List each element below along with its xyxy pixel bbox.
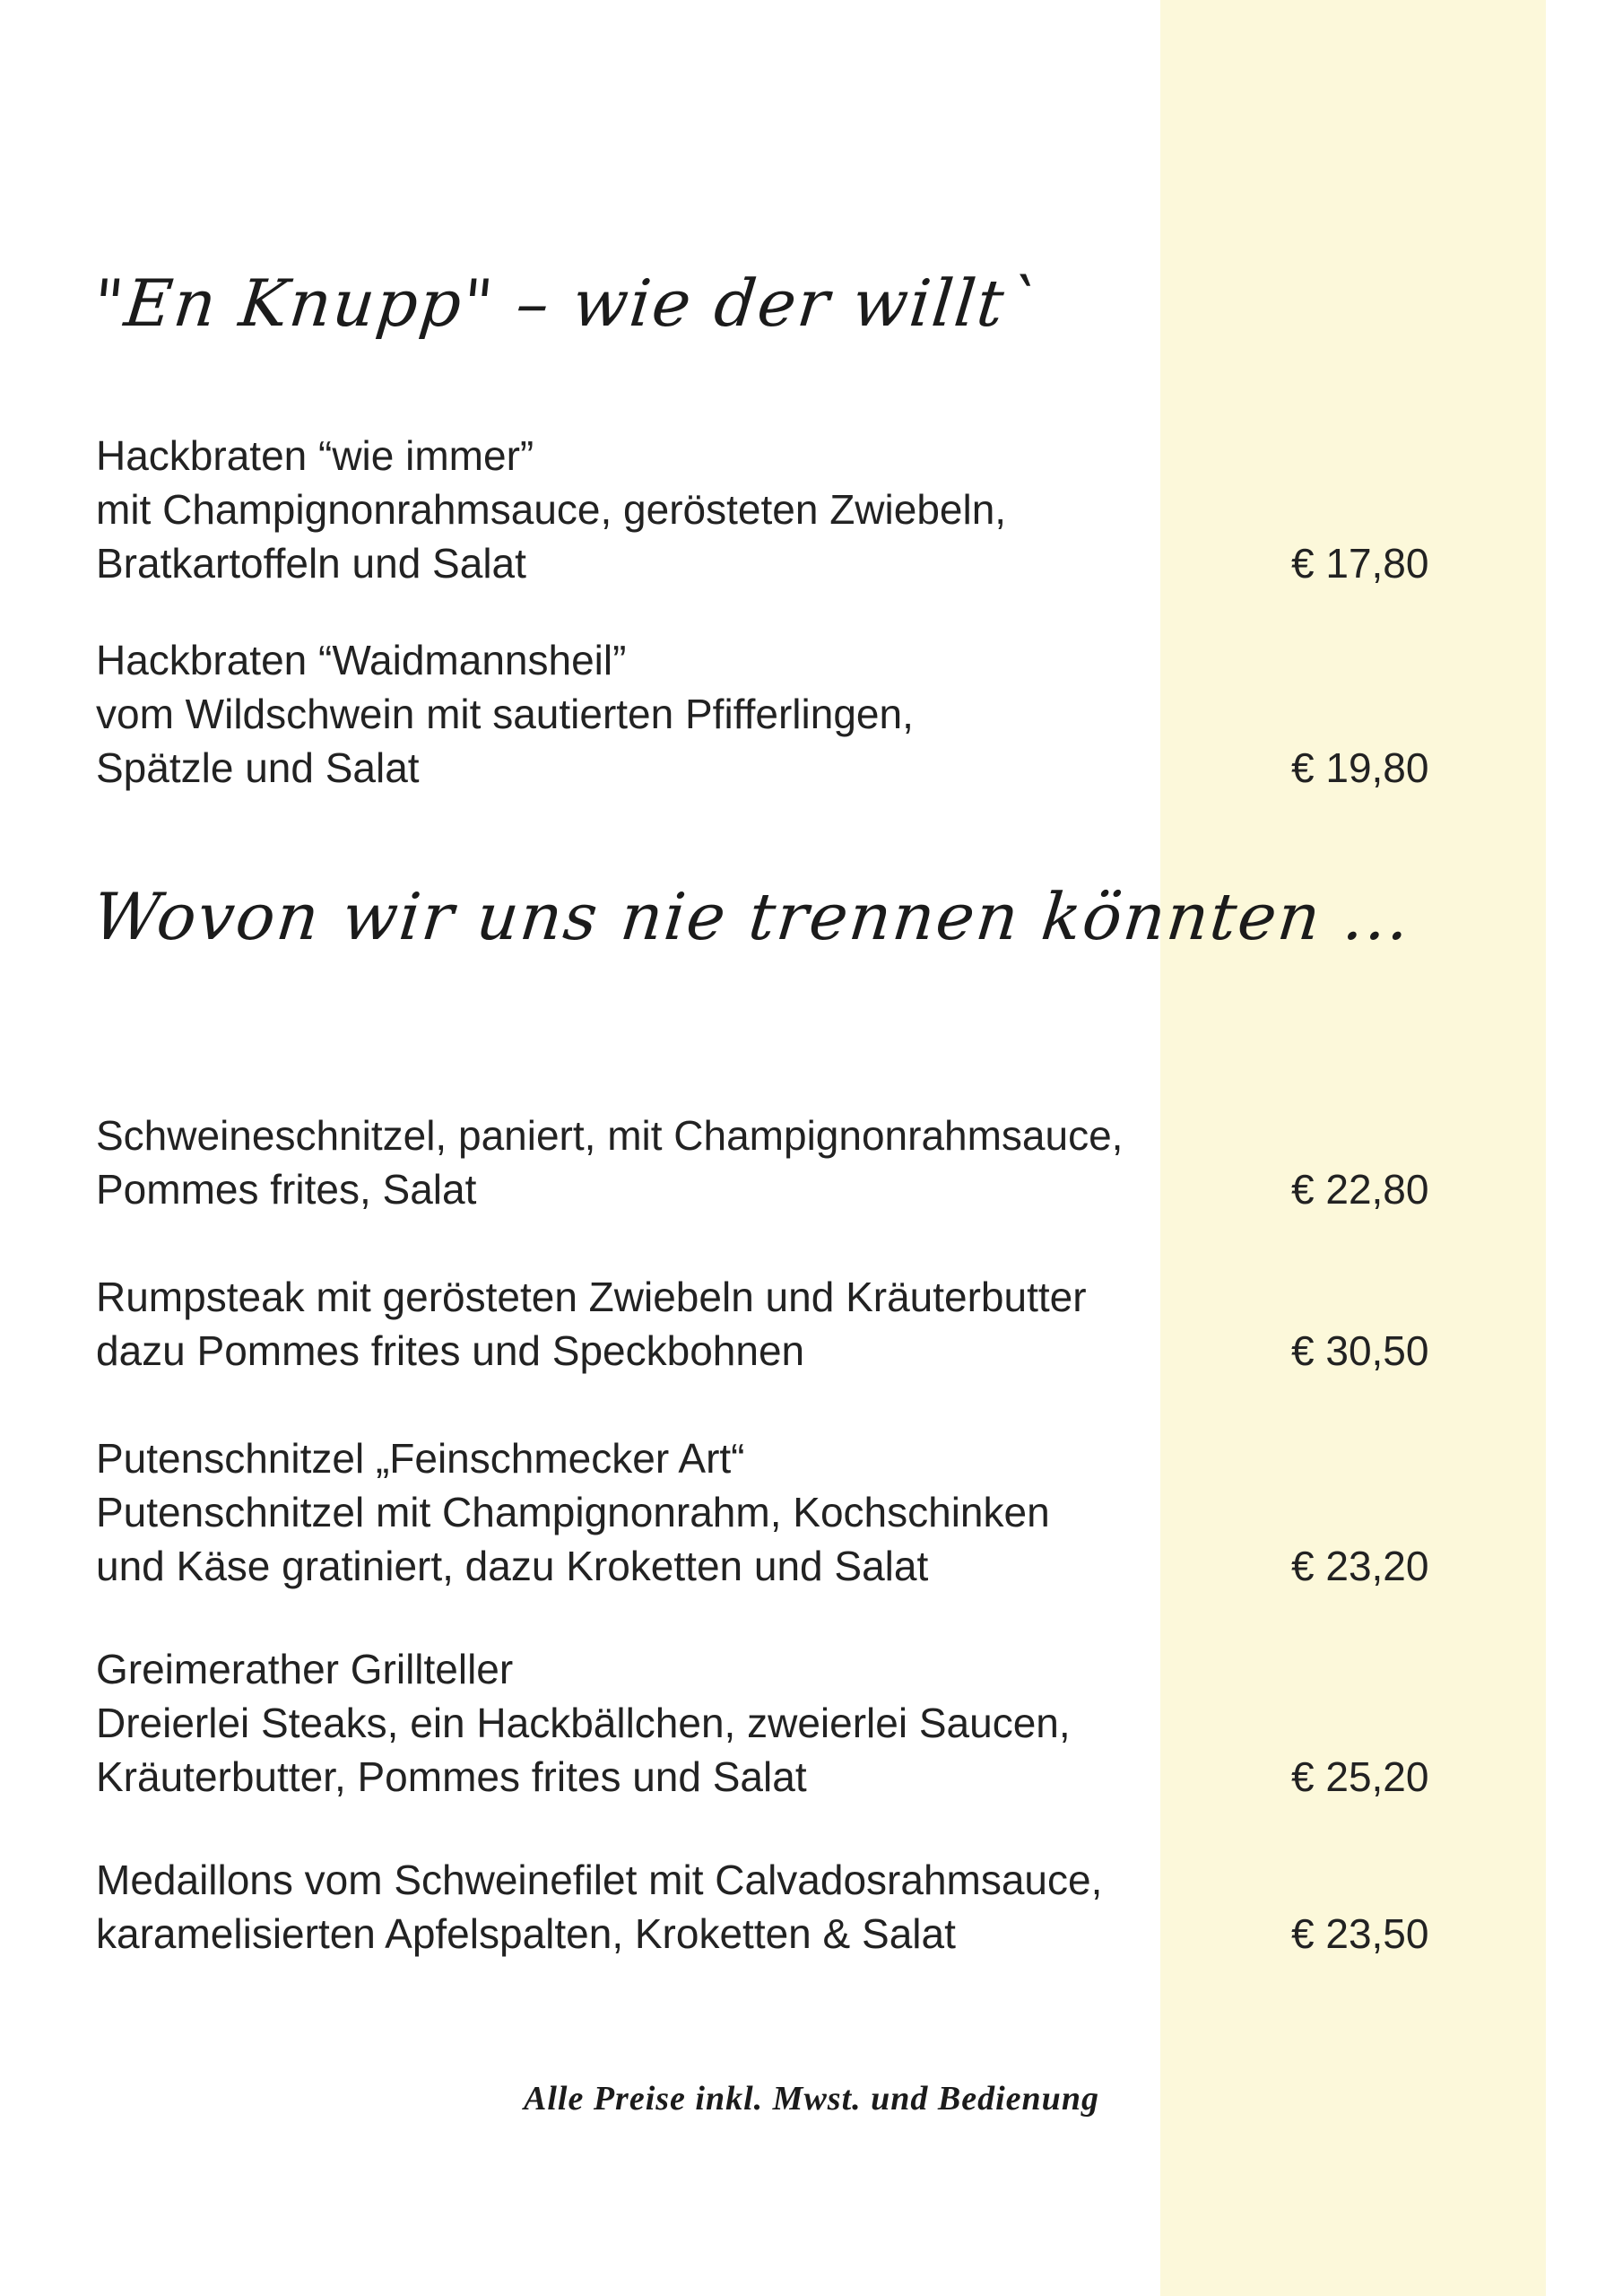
- menu-item-grillteller: [96, 1642, 1623, 1804]
- menu-item-hackbraten-waidmannsheil: [96, 633, 1623, 795]
- item-line: mit Champignonrahmsauce, gerösteten Zwiebeln,: [96, 486, 1007, 533]
- item-price: € 19,80: [1291, 744, 1429, 791]
- item-price: € 23,50: [1291, 1910, 1429, 1957]
- footer-note: Alle Preise inkl. Mwst. und Bedienung: [524, 2080, 1099, 2118]
- menu-item-hackbraten-wie-immer: [96, 429, 1623, 590]
- item-line: Rumpsteak mit gerösteten Zwiebeln und Kräuterbutter: [96, 1274, 1087, 1320]
- item-price: € 17,80: [1291, 540, 1429, 587]
- item-line: Medaillons vom Schweinefilet mit Calvadosrahmsauce,: [96, 1857, 1103, 1903]
- menu-item-medaillons: [96, 1853, 1623, 1961]
- item-price: € 22,80: [1291, 1166, 1429, 1213]
- item-line: karamelisierten Apfelspalten, Kroketten & Salat: [96, 1910, 956, 1957]
- item-line: Greimerather Grillteller: [96, 1646, 514, 1692]
- item-line: und Käse gratiniert, dazu Kroketten und Salat: [96, 1543, 929, 1589]
- item-line: Bratkartoffeln und Salat: [96, 540, 526, 587]
- item-line: Kräuterbutter, Pommes frites und Salat: [96, 1753, 807, 1800]
- item-line: Hackbraten “Waidmannsheil”: [96, 637, 627, 683]
- item-line: Dreierlei Steaks, ein Hackbällchen, zweierlei Saucen,: [96, 1700, 1071, 1746]
- item-price: € 30,50: [1291, 1327, 1429, 1374]
- menu-item-putenschnitzel: [96, 1431, 1623, 1593]
- section-heading-en-knupp: "En Knupp" – wie der willt`: [90, 265, 1044, 341]
- menu-item-schweineschnitzel: [96, 1109, 1623, 1216]
- item-price: € 23,20: [1291, 1543, 1429, 1589]
- item-line: Pommes frites, Salat: [96, 1166, 477, 1213]
- item-line: Putenschnitzel „Feinschmecker Art“: [96, 1435, 745, 1482]
- item-line: Hackbraten “wie immer”: [96, 432, 534, 479]
- item-price: € 25,20: [1291, 1753, 1429, 1800]
- menu-item-rumpsteak: [96, 1270, 1623, 1378]
- item-line: dazu Pommes frites und Speckbohnen: [96, 1327, 805, 1374]
- item-line: vom Wildschwein mit sautierten Pfifferlingen,: [96, 691, 914, 737]
- item-line: Schweineschnitzel, paniert, mit Champignonrahmsauce,: [96, 1112, 1124, 1159]
- section-heading-wovon-wir-uns: Wovon wir uns nie trennen könnten ...: [90, 879, 1415, 954]
- item-line: Putenschnitzel mit Champignonrahm, Kochschinken: [96, 1489, 1050, 1535]
- item-line: Spätzle und Salat: [96, 744, 420, 791]
